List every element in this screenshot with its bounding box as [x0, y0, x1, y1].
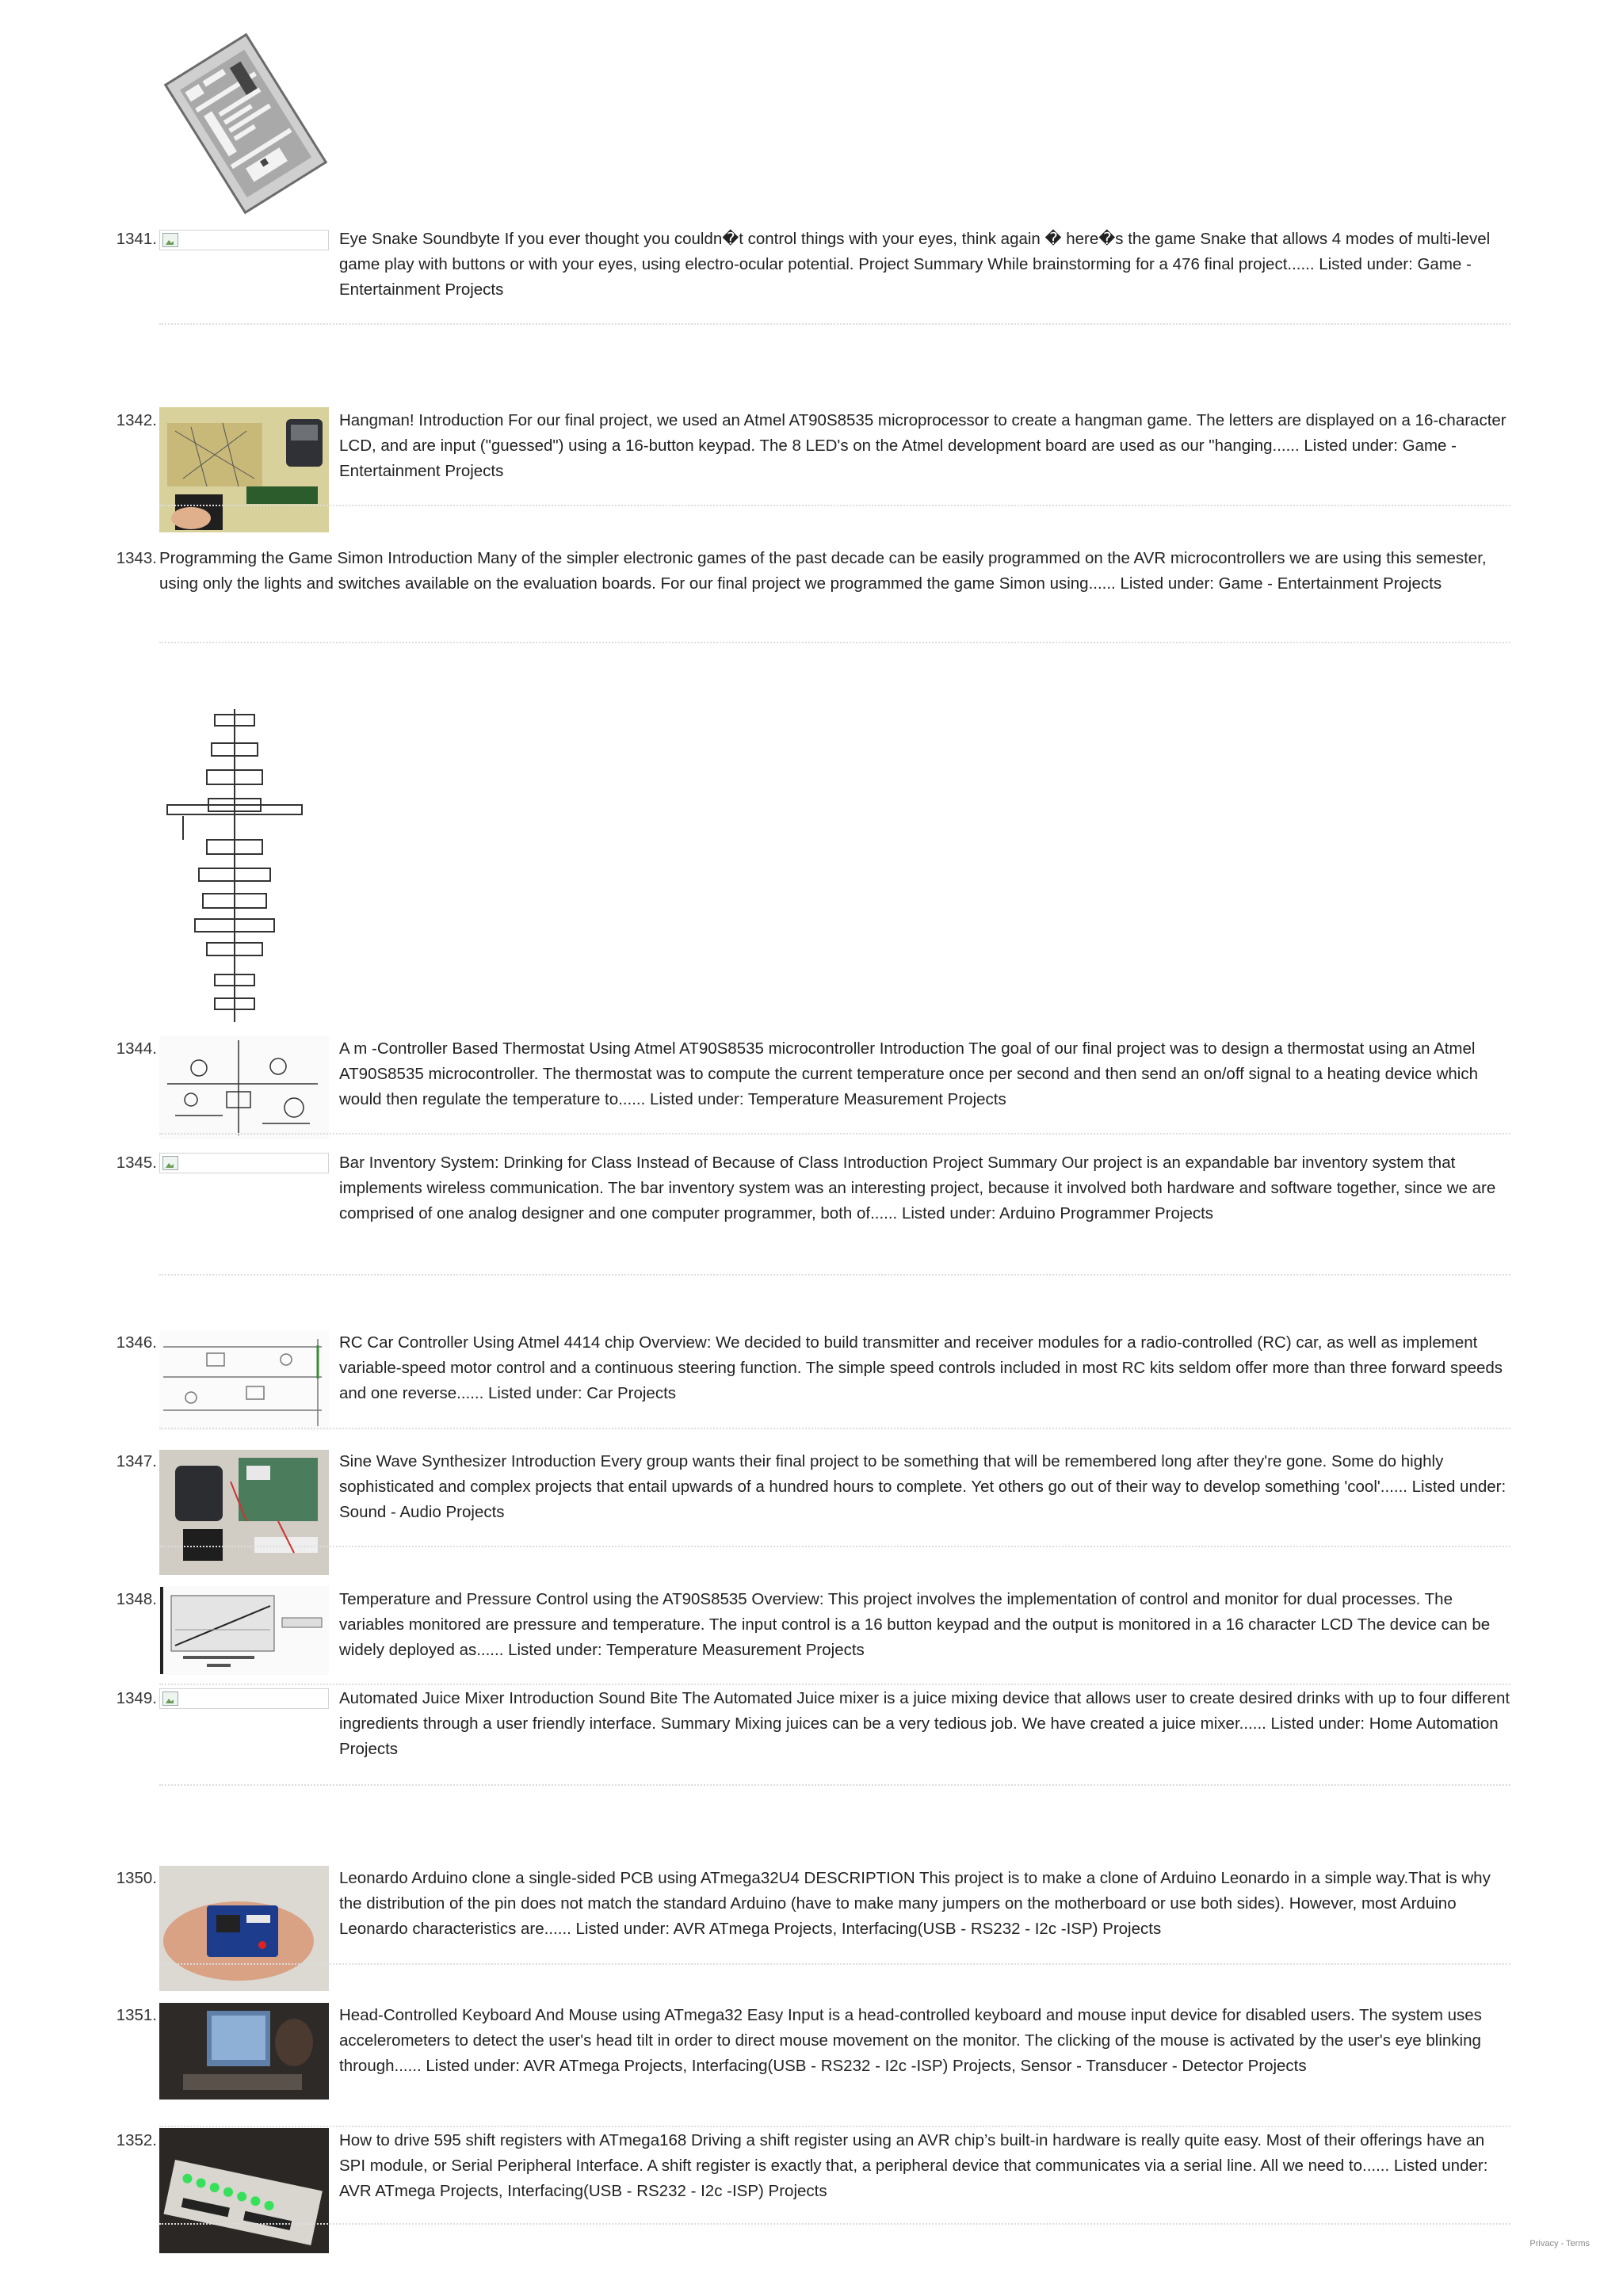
item-description[interactable]: Sine Wave Synthesizer Introduction Every group wants their final project to be something that will be remembered long after they're gone. Some do highly sophisticated and complex projects that entail upwards of a hundred hours to complete. Yet others go out of their way to develop something 'cool'...... Listed under: Sound - Audio Projects: [339, 1452, 1507, 1521]
temperature-graph[interactable]: [159, 1586, 329, 1675]
item-description[interactable]: RC Car Controller Using Atmel 4414 chip Overview: We decided to build transmitter and receiver modules for a radio-controlled (RC) car, as well as implement variable-speed motor control and a continuous steering function. The simple speed controls included in most RC kits seldom offer more than three forward speeds and one reverse...... Listed under: Car Projects: [339, 1333, 1503, 1402]
item-description[interactable]: How to drive 595 shift registers with ATmega168 Driving a shift register using an AVR chip’s built-in hardware is really quite easy. Most of their offerings have an SPI module, or Serial Peripheral Interface. A shift register is exactly that, a peripheral device that communicates via a serial line. All we need to...... Listed under: AVR ATmega Projects, Interfacing(USB - RS232 - I2c -ISP) Projects: [339, 2131, 1488, 2200]
divider: [159, 1428, 1510, 1429]
item-description[interactable]: Automated Juice Mixer Introduction Sound Bite The Automated Juice mixer is a juice mixing device that allows user to create desired drinks with up to four different ingredients through a user friendly interface. Summary Mixing juices can be a very tedious job. We have created a juice mixer...... Listed under: Home Automation Projects: [339, 1689, 1510, 1758]
top-chip-image[interactable]: [158, 21, 329, 219]
head-controlled-keyboard-photo[interactable]: [159, 2003, 329, 2100]
item-description[interactable]: Head-Controlled Keyboard And Mouse using ATmega32 Easy Input is a head-controlled keyboard and mouse input device for disabled users. The system uses accelerometers to detect the user's head tilt in order to direct mouse movement on the monitor. The clicking of the mouse is activated by the user's eye blinking through...... Listed under: AVR ATmega Projects, Interfacing(USB - RS232 - I2c -ISP) Projects, Sensor - Transducer - Detector Projects: [339, 2006, 1482, 2075]
privacy-link[interactable]: Privacy: [1529, 2239, 1559, 2248]
item-number: 1345.: [116, 1154, 157, 1172]
item-description[interactable]: Eye Snake Soundbyte If you ever thought you couldn�t control things with your eyes, think again � here�s the game Snake that allows 4 modes of multi-level game play with buttons or with your eyes, using electro-ocular potential. Project Summary While brainstorming for a 476 final project...... Listed under: Game - Entertainment Projects: [339, 230, 1491, 299]
divider: [159, 2126, 1510, 2127]
divider: [159, 1133, 1510, 1135]
broken-image-icon[interactable]: [159, 1688, 329, 1709]
item-number: 1347.: [116, 1452, 157, 1470]
hangman-photo[interactable]: [159, 407, 329, 532]
thermostat-schematic[interactable]: [159, 1036, 329, 1139]
item-number: 1341.: [116, 230, 157, 248]
divider: [159, 1274, 1510, 1276]
divider: [159, 1784, 1510, 1786]
footer-separator: -: [1558, 2239, 1567, 2248]
item-number: 1349.: [116, 1689, 157, 1707]
sine-synth-photo[interactable]: [159, 1450, 329, 1575]
item-description[interactable]: Hangman! Introduction For our final project, we used an Atmel AT90S8535 microprocessor to create a hangman game. The letters are displayed on a 16-character LCD, and are input ("guessed") using a 16-button keypad. The 8 LED's on the Atmel development board are used as our "hanging...... Listed under: Game - Entertainment Projects: [339, 411, 1507, 480]
rc-car-circuit[interactable]: [159, 1331, 329, 1431]
broken-image-icon[interactable]: [159, 1153, 329, 1173]
divider: [159, 2223, 1510, 2225]
item-number: 1348.: [116, 1590, 157, 1608]
item-number: 1352.: [116, 2131, 157, 2149]
divider: [159, 1684, 1510, 1685]
broken-image-icon[interactable]: [159, 230, 329, 250]
shift-register-photo[interactable]: [159, 2128, 329, 2253]
item-number: 1350.: [116, 1869, 157, 1887]
divider: [159, 1546, 1510, 1547]
item-description[interactable]: Programming the Game Simon Introduction Many of the simpler electronic games of the past decade can be easily programmed on the AVR microcontrollers we are using this semester, using only the lights and switches available on the evaluation boards. For our final project we programmed the game Simon using...... Listed under: Game - Entertainment Projects: [159, 549, 1487, 593]
item-description[interactable]: Bar Inventory System: Drinking for Class Instead of Because of Class Introduction Project Summary Our project is an expandable bar inventory system that implements wireless communication. The bar inventory system was an interesting project, because it involved both hardware and software together, since we are comprised of one analog designer and one computer programmer, both of...... Listed under: Arduino Programmer Projects: [339, 1154, 1496, 1222]
recaptcha-footer: [1529, 2238, 1590, 2249]
terms-link[interactable]: Terms: [1566, 2239, 1590, 2248]
flowchart-image[interactable]: [159, 705, 310, 1030]
item-description[interactable]: A m -Controller Based Thermostat Using Atmel AT90S8535 microcontroller Introduction The goal of our final project was to design a thermostat using an Atmel AT90S8535 microcontroller. The thermostat was to compute the current temperature once per second and then send an on/off signal to a heating device which would then regulate the temperature to...... Listed under: Temperature Measurement Projects: [339, 1039, 1478, 1108]
item-number: 1351.: [116, 2006, 157, 2024]
item-number: 1343.: [116, 549, 157, 567]
item-description[interactable]: Temperature and Pressure Control using the AT90S8535 Overview: This project involves the implementation of control and monitor for dual processes. The variables monitored are pressure and temperature. The input control is a 16 button keypad and the output is monitored in a 16 character LCD The device can be widely deployed as...... Listed under: Temperature Measurement Projects: [339, 1590, 1491, 1659]
divider: [159, 323, 1510, 325]
item-number: 1346.: [116, 1333, 157, 1352]
leonardo-clone-photo[interactable]: [159, 1866, 329, 1991]
item-number: 1342.: [116, 411, 157, 429]
item-description[interactable]: Leonardo Arduino clone a single-sided PCB using ATmega32U4 DESCRIPTION This project is to make a clone of Arduino Leonardo in a simple way.That is why the distribution of the pin does not match the standard Arduino (have to make many jumpers on the motherboard or use both sides). However, most Arduino Leonardo characteristics are...... Listed under: AVR ATmega Projects, Interfacing(USB - RS232 - I2c -ISP) Projects: [339, 1869, 1491, 1938]
divider: [159, 1963, 1510, 1965]
item-number: 1344.: [116, 1039, 157, 1058]
divider: [159, 505, 1510, 506]
divider: [159, 642, 1510, 643]
